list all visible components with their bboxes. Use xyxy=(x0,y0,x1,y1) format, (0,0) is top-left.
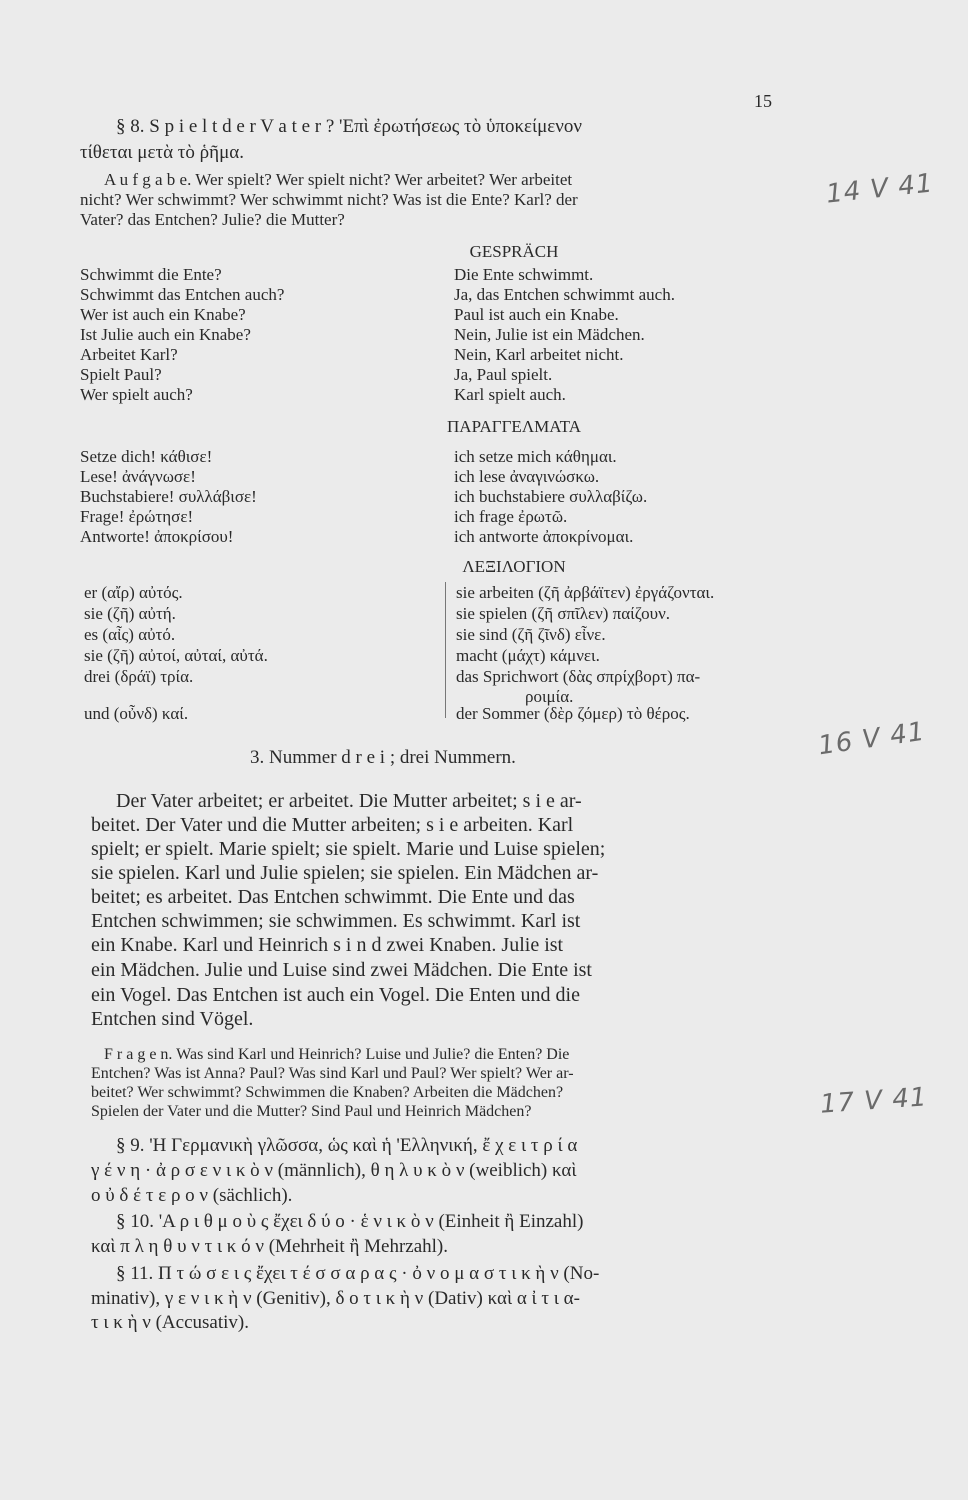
handwritten-date-annotation: 16 V 41 xyxy=(816,716,928,762)
paragraph-line: ein Vogel. Das Entchen ist auch ein Vogel. Die Enten und die xyxy=(91,984,580,1006)
section-9-line: ο ὐ δ έ τ ε ρ ο ν (sächlich). xyxy=(91,1185,293,1206)
vocab-entry: er (αἴρ) αὐτός. xyxy=(84,583,183,602)
gespraech-question: Wer ist auch ein Knabe? xyxy=(80,305,246,324)
command-response: ich buchstabiere συλλαβίζω. xyxy=(454,487,648,506)
paragraph-line: Entchen schwimmen; sie schwimmen. Es schwimmt. Karl ist xyxy=(91,910,581,932)
gespraech-question: Ist Julie auch ein Knabe? xyxy=(80,325,251,344)
section-8-title: § 8. S p i e l t d e r V a t e r ? 'Επὶ ἐρωτήσεως τὸ ὑποκείμενον xyxy=(116,116,582,137)
command-response: ich antworte ἀποκρίνομαι. xyxy=(454,527,634,546)
column-divider xyxy=(445,582,446,718)
section-8-title: τίθεται μετὰ τὸ ῥῆμα. xyxy=(80,142,244,163)
aufgabe-line: Vater? das Entchen? Julie? die Mutter? xyxy=(80,210,345,229)
vocab-entry: sie spielen (ζῆ σπῖλεν) παίζουν. xyxy=(456,604,671,623)
section-10-line: καὶ π λ η θ υ ν τ ι κ ό ν (Mehrheit ἢ Mehrzahl). xyxy=(91,1236,449,1257)
vocab-entry: sie (ζῆ) αὐτοί, αὐταί, αὐτά. xyxy=(84,646,268,665)
gespraech-question: Wer spielt auch? xyxy=(80,385,193,404)
gespraech-question: Arbeitet Karl? xyxy=(80,345,178,364)
vocab-entry: drei (δράϊ) τρία. xyxy=(84,667,194,686)
gespraech-answer: Ja, das Entchen schwimmt auch. xyxy=(454,285,675,304)
section-10-line: § 10. 'Α ρ ι θ μ ο ὺ ς ἔχει δ ύ ο · ἑ ν ι κ ὸ ν (Einheit ἢ Einzahl) xyxy=(116,1211,584,1232)
section-11-line: § 11. Π τ ώ σ ε ι ς ἔχει τ έ σ σ α ρ α ς · ὀ ν ο μ α σ τ ι κ ὴ ν (No- xyxy=(116,1263,600,1284)
vocab-entry: das Sprichwort (δὰς σπρίχβορτ) πα- xyxy=(456,667,701,686)
section-11-line: τ ι κ ὴ ν (Accusativ). xyxy=(91,1312,249,1333)
gespraech-answer: Die Ente schwimmt. xyxy=(454,265,594,284)
fragen-line: F r a g e n. Was sind Karl und Heinrich? Luise und Julie? die Enten? Die xyxy=(104,1046,570,1063)
handwritten-date-annotation: 17 V 41 xyxy=(819,1082,929,1120)
gespraech-answer: Karl spielt auch. xyxy=(454,385,566,404)
section-9-line: γ έ ν η · ἀ ρ σ ε ν ι κ ὸ ν (männlich), θ η λ υ κ ὸ ν (weiblich) καὶ xyxy=(91,1160,577,1181)
fragen-line: Spielen der Vater und die Mutter? Sind Paul und Heinrich Mädchen? xyxy=(91,1103,532,1120)
lexilogion-heading: ΛΕΞΙΛΟΓΙΟΝ xyxy=(462,557,566,576)
gespraech-question: Schwimmt das Entchen auch? xyxy=(80,285,285,304)
gespraech-heading: GESPRÄCH xyxy=(469,242,559,261)
gespraech-answer: Ja, Paul spielt. xyxy=(454,365,553,384)
gespraech-answer: Paul ist auch ein Knabe. xyxy=(454,305,619,324)
paragraph-line: Entchen sind Vögel. xyxy=(91,1008,254,1030)
vocab-entry: und (οὖνδ) καί. xyxy=(84,704,189,723)
command: Frage! ἐρώτησε! xyxy=(80,507,194,526)
paragraph-line: sie spielen. Karl und Julie spielen; sie spielen. Ein Mädchen ar- xyxy=(91,862,599,884)
vocab-entry: der Sommer (δὲρ ζόμερ) τὸ θέρος. xyxy=(456,704,690,723)
paragraph-line: beitet; es arbeitet. Das Entchen schwimmt. Die Ente und das xyxy=(91,886,575,908)
section-11-line: minativ), γ ε ν ι κ ὴ ν (Genitiv), δ ο τ ι κ ὴ ν (Dativ) καὶ α ἰ τ ι α- xyxy=(91,1288,580,1309)
gespraech-question: Schwimmt die Ente? xyxy=(80,265,222,284)
paragraph-line: beitet. Der Vater und die Mutter arbeiten; s i e arbeiten. Karl xyxy=(91,814,574,836)
paragraph-line: ein Knabe. Karl und Heinrich s i n d zwei Knaben. Julie ist xyxy=(91,934,564,956)
vocab-entry: sie (ζῆ) αὐτή. xyxy=(84,604,176,623)
paragraph-line: Der Vater arbeitet; er arbeitet. Die Mutter arbeitet; s i e ar- xyxy=(116,790,582,812)
command-response: ich lese ἀναγινώσκω. xyxy=(454,467,600,486)
command-response: ich setze mich κάθημαι. xyxy=(454,447,617,466)
gespraech-answer: Nein, Karl arbeitet nicht. xyxy=(454,345,624,364)
gespraech-question: Spielt Paul? xyxy=(80,365,162,384)
command-response: ich frage ἐρωτῶ. xyxy=(454,507,568,526)
page-number: 15 xyxy=(754,91,772,111)
command: Lese! ἀνάγνωσε! xyxy=(80,467,196,486)
aufgabe-line: A u f g a b e. Wer spielt? Wer spielt nicht? Wer arbeitet? Wer arbeitet xyxy=(104,170,573,189)
handwritten-date-annotation: 14 V 41 xyxy=(824,168,935,210)
section-9-line: § 9. 'Η Γερμανικὴ γλῶσσα, ὡς καὶ ἡ 'Ελληνική, ἔ χ ε ι τ ρ ί α xyxy=(116,1135,578,1156)
vocab-entry: macht (μάχτ) κάμνει. xyxy=(456,646,600,665)
parangelmata-heading: ΠΑΡΑΓΓΕΛΜΑΤΑ xyxy=(447,417,581,436)
vocab-entry: es (αἶς) αὐτό. xyxy=(84,625,176,644)
paragraph-line: spielt; er spielt. Marie spielt; sie spielt. Marie und Luise spielen; xyxy=(91,838,606,860)
section-3-heading: 3. Nummer d r e i ; drei Nummern. xyxy=(250,747,516,768)
paragraph-line: ein Mädchen. Julie und Luise sind zwei Mädchen. Die Ente ist xyxy=(91,959,592,981)
aufgabe-line: nicht? Wer schwimmt? Wer schwimmt nicht? Was ist die Ente? Karl? der xyxy=(80,190,578,209)
fragen-line: Entchen? Was ist Anna? Paul? Was sind Karl und Paul? Wer spielt? Wer ar- xyxy=(91,1065,574,1082)
vocab-entry: ροιμία. xyxy=(525,687,574,706)
command: Buchstabiere! συλλάβισε! xyxy=(80,487,257,506)
fragen-line: beitet? Wer schwimmt? Schwimmen die Knaben? Arbeiten die Mädchen? xyxy=(91,1084,564,1101)
command: Setze dich! κάθισε! xyxy=(80,447,213,466)
vocab-entry: sie sind (ζῆ ζῖνδ) εἶνε. xyxy=(456,625,606,644)
vocab-entry: sie arbeiten (ζῆ ἀρβάϊτεν) ἐργάζονται. xyxy=(456,583,715,602)
gespraech-answer: Nein, Julie ist ein Mädchen. xyxy=(454,325,645,344)
command: Antworte! ἀποκρίσου! xyxy=(80,527,234,546)
